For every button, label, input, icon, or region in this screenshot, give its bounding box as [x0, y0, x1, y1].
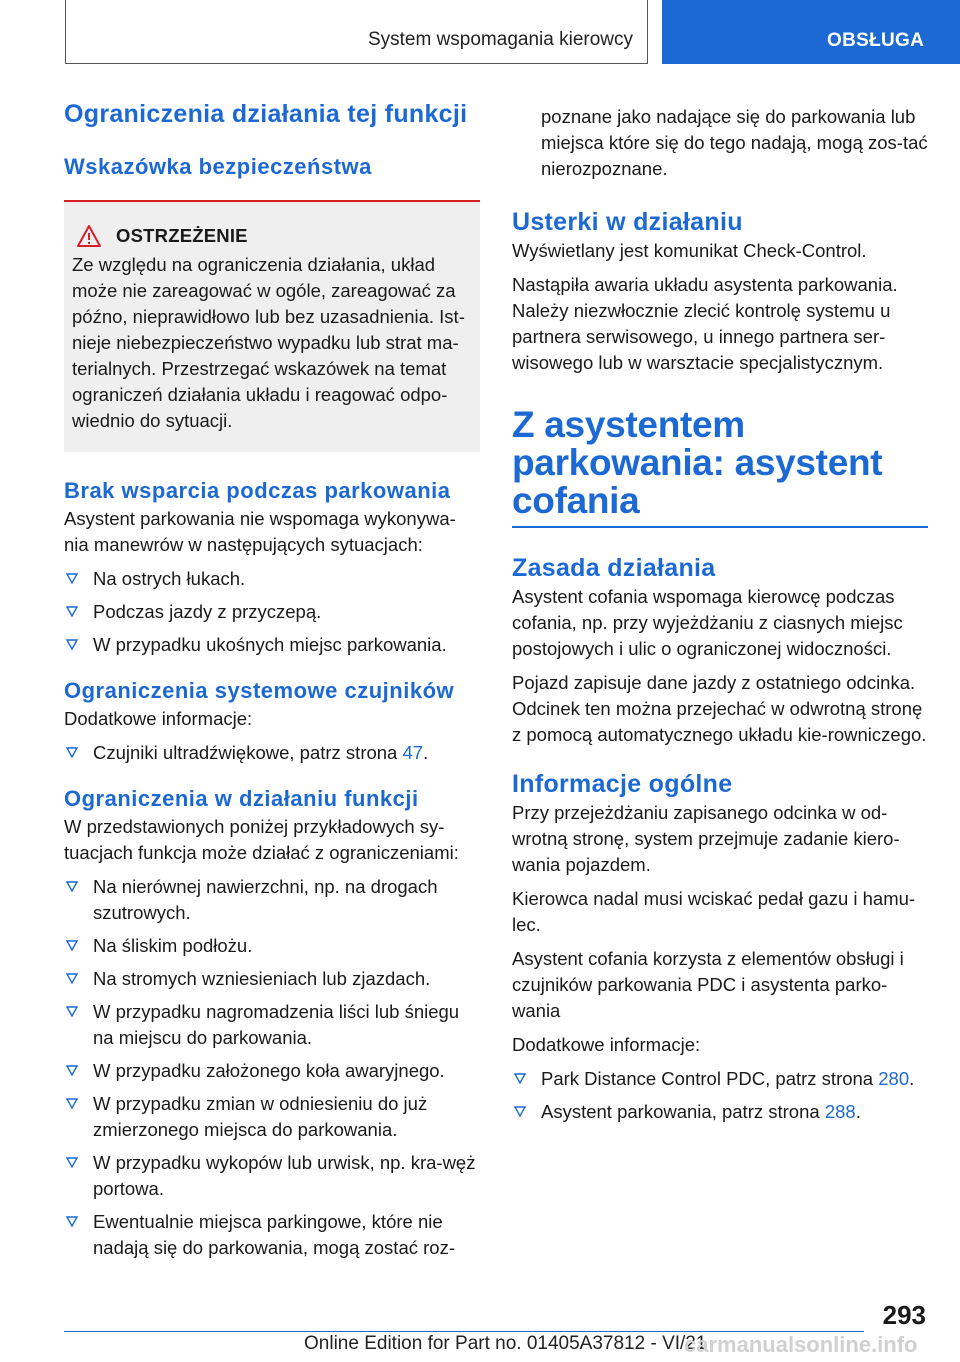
bullet-triangle-icon [66, 1157, 78, 1168]
page-header [0, 0, 960, 66]
list-item: Na stromych wzniesieniach lub zjazdach. [64, 966, 480, 992]
heading-function-limits: Ograniczenia działania tej funkcji [64, 100, 468, 128]
continued-list-text: poznane jako nadające się do parkowania lub miejsca które się do tego nadają, mogą zos-tać nierozpoznane. [541, 106, 928, 179]
list-item: Na śliskim podłożu. [64, 933, 480, 959]
general-list [512, 1066, 928, 1125]
header-section-title: System wspomagania kierowcy [367, 29, 633, 50]
bullet-triangle-icon [66, 639, 78, 650]
list-item: Podczas jazdy z przyczepą. [64, 599, 480, 625]
list-item: W przypadku wykopów lub urwisk, np. kra-węż portowa. [64, 1150, 480, 1202]
function-text: W przedstawionych poniżej przykładowych sy-tuacjach funkcja może działać z ograniczeniami: [64, 816, 459, 863]
list-item: Park Distance Control PDC, patrz strona 280. [512, 1066, 928, 1092]
warning-label: OSTRZEŻENIE [116, 225, 248, 246]
heading-no-parking-support: Brak wsparcia podczas parkowania [64, 478, 451, 503]
page-link-288[interactable]: 288 [824, 1101, 856, 1122]
warning-triangle-icon [76, 224, 102, 248]
page-number: 293 [882, 1300, 926, 1330]
sensor-list [64, 740, 480, 766]
list-item: W przypadku zmian w odniesieniu do już zmierzonego miejsca do parkowania. [64, 1091, 480, 1143]
bullet-triangle-icon [66, 973, 78, 984]
bullet-triangle-icon [66, 881, 78, 892]
faults-text-2: Nastąpiła awaria układu asystenta parkowania. Należy niezwłocznie zlecić kontrolę systemu u partnera serwisowego, u innego partnera ser-wisowego lub w warsztacie specjalistycznym. [512, 274, 898, 373]
bullet-triangle-icon [66, 1216, 78, 1227]
general-text-2: Kierowca nadal musi wciskać pedał gazu i hamu-lec. [512, 888, 916, 935]
list-item: Czujniki ultradźwiękowe, patrz strona 47. [64, 740, 480, 766]
sensor-text: Dodatkowe informacje: [64, 708, 253, 729]
list-item: W przypadku założonego koła awaryjnego. [64, 1058, 480, 1084]
warning-text: Ze względu na ograniczenia działania, układ może nie zareagować w ogóle, zareagować za późno, nieprawidłowo lub bez uzasadnienia. Ist-nieje niebezpieczeństwo wypadku lub strat ma-terialnych. Przestrzegać wskazówek na temat ograniczeń działania układu i reagować odpo-wiednio do sytuacji. [72, 254, 465, 431]
header-chapter-tab[interactable] [662, 0, 960, 64]
major-heading-block [512, 406, 928, 528]
bullet-triangle-icon [66, 940, 78, 951]
list-item: W przypadku ukośnych miejsc parkowania. [64, 632, 480, 658]
footer-edition: Online Edition for Part no. 01405A37812 - VI/21 [304, 1333, 707, 1354]
heading-principle: Zasada działania [512, 554, 716, 582]
heading-safety-note: Wskazówka bezpieczeństwa [64, 154, 372, 179]
general-text-1: Przy przejeżdżaniu zapisanego odcinka w od-wrotną stronę, system przejmuje zadanie kiero-wania pojazdem. [512, 802, 900, 875]
right-column [512, 104, 928, 1132]
bullet-triangle-icon [66, 573, 78, 584]
bullet-triangle-icon [66, 747, 78, 758]
list-item: Na nierównej nawierzchni, np. na drogach szutrowych. [64, 874, 480, 926]
heading-reversing-assistant: Z asystentem parkowania: asystent cofania [512, 404, 883, 521]
header-chapter-label: OBSŁUGA [827, 30, 925, 51]
bullet-triangle-icon [66, 1006, 78, 1017]
heading-faults: Usterki w działaniu [512, 208, 743, 236]
principle-text-1: Asystent cofania wspomaga kierowcę podczas cofania, np. przy wyjeżdżaniu z ciasnych miejsc postojowych i ulic o ograniczonej widoczności. [512, 586, 903, 659]
no-support-list [64, 566, 480, 658]
list-item: Na ostrych łukach. [64, 566, 480, 592]
warning-box [64, 200, 480, 452]
faults-text-1: Wyświetlany jest komunikat Check-Control. [512, 240, 867, 261]
left-column [64, 98, 480, 1268]
heading-function-operation-limits: Ograniczenia w działaniu funkcji [64, 786, 419, 811]
bullet-triangle-icon [66, 1065, 78, 1076]
bullet-triangle-icon [514, 1073, 526, 1084]
general-text-3: Asystent cofania korzysta z elementów obsługi i czujników parkowania PDC i asystenta parko-wania [512, 948, 904, 1021]
page-link-47[interactable]: 47 [402, 742, 424, 763]
page-link-280[interactable]: 280 [878, 1068, 910, 1089]
no-support-text: Asystent parkowania nie wspomaga wykonywa-nia manewrów w następujących sytuacjach: [64, 508, 456, 555]
header-section-box [65, 0, 648, 64]
heading-sensor-limits: Ograniczenia systemowe czujników [64, 678, 455, 703]
footer-watermark: carmanualsonline.info [684, 1332, 918, 1357]
principle-text-2: Pojazd zapisuje dane jazdy z ostatniego odcinka. Odcinek ten można przejechać w odwrotną stronę z pomocą automatycznego układu kie-rowniczego. [512, 672, 927, 745]
list-item: Ewentualnie miejsca parkingowe, które nie nadają się do parkowania, mogą zostać roz- [64, 1209, 480, 1261]
bullet-triangle-icon [66, 606, 78, 617]
bullet-triangle-icon [514, 1106, 526, 1117]
heading-general-info: Informacje ogólne [512, 770, 733, 798]
list-item: W przypadku nagromadzenia liści lub śniegu na miejscu do parkowania. [64, 999, 480, 1051]
list-item: Asystent parkowania, patrz strona 288. [512, 1099, 928, 1125]
function-list [64, 874, 480, 1261]
general-text-4: Dodatkowe informacje: [512, 1034, 701, 1055]
bullet-triangle-icon [66, 1098, 78, 1109]
